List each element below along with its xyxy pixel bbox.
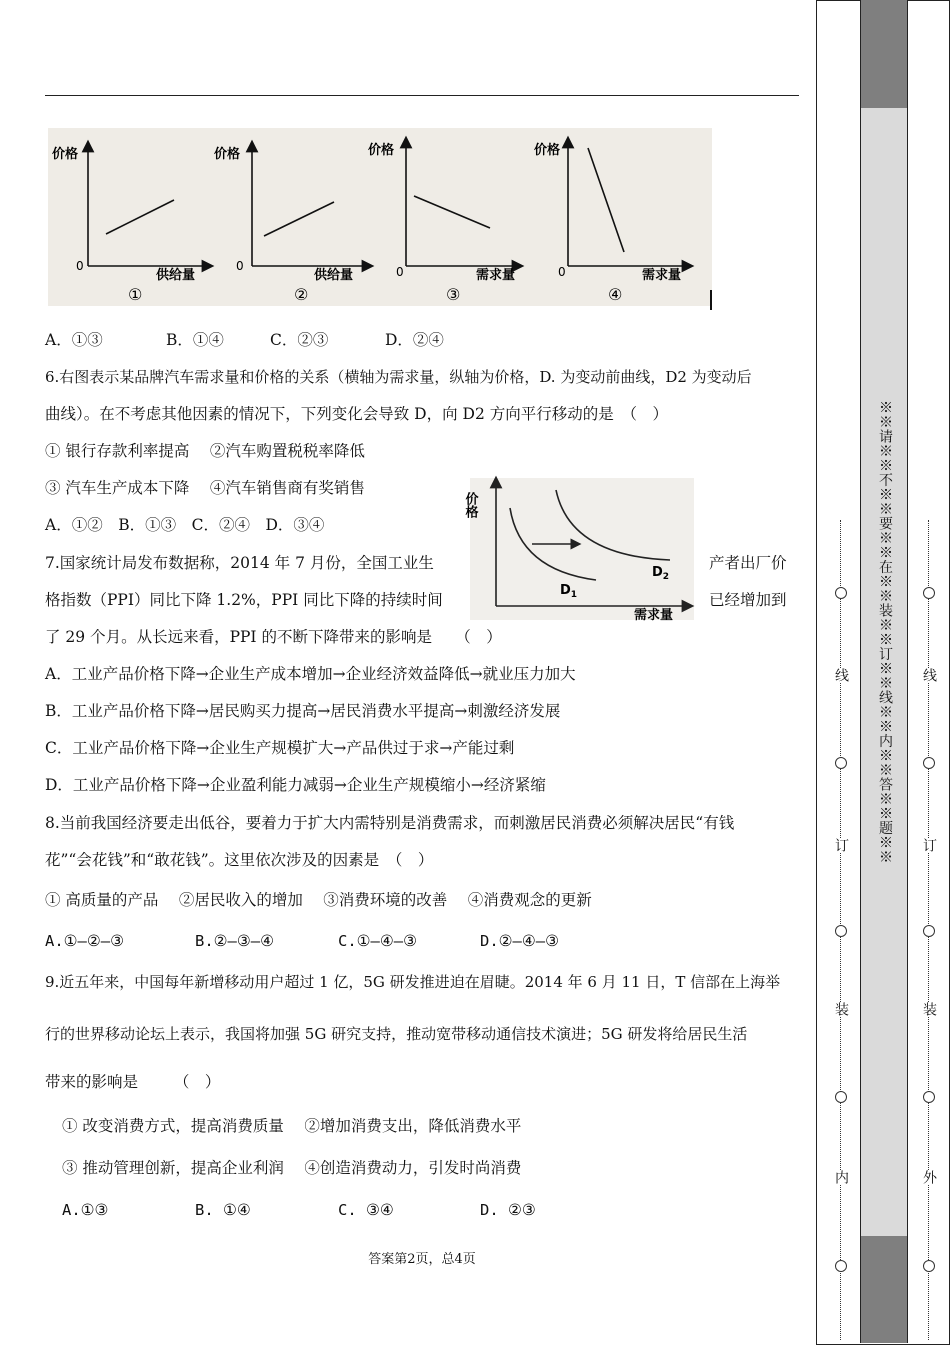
page-top-rule — [45, 95, 799, 96]
q6-options: A．①② B．①③ C．②④ D．③④ — [45, 516, 325, 534]
demand-figure-xlabel: 需求量 — [634, 608, 674, 623]
demand-line-3 — [414, 196, 490, 228]
graph-4-ylabel: 价格 — [534, 143, 561, 158]
q5-option-c: C．②③ — [270, 331, 329, 349]
supply-demand-graphs — [48, 128, 712, 306]
q7-stem-line1-left: 7.国家统计局发布数据称，2014 年 7 月份，全国工业生 — [45, 554, 434, 572]
q6-stem-line1: 6.右图表示某品牌汽车需求量和价格的关系（横轴为需求量，纵轴为价格，D. 为变动前曲线，D2 为变动后 — [45, 368, 752, 386]
graph-1-xlabel: 供给量 — [156, 268, 196, 283]
inner-label-ding: 订 — [833, 838, 849, 852]
q9-stem-line3: 带来的影响是 （ ） — [45, 1073, 221, 1091]
q8-items: ① 高质量的产品 ②居民收入的增加 ③消费环境的改善 ④消费观念的更新 — [45, 891, 592, 909]
inner-label-zhuang: 装 — [833, 1002, 849, 1016]
outer-label-xian: 线 — [921, 668, 937, 682]
graph-1-number: ① — [128, 285, 143, 304]
demand-line-4 — [588, 148, 624, 252]
q9-stem-line1: 9.近五年来，中国每年新增移动用户超过 1 亿，5G 研发推进迫在眉睫。2014 年 6 月 11 日，T 信部在上海举 — [45, 973, 781, 991]
q6-stem-line2: 曲线）。在不考虑其他因素的情况下，下列变化会导致 D，向 D2 方向平行移动的是 （ ） — [45, 405, 668, 423]
q7-stem-line1-right: 产者出厂价 — [709, 554, 787, 572]
q5-option-a: A．①③ — [45, 331, 103, 349]
q7-option-c: C．工业产品价格下降→企业生产规模扩大→产品供过于求→产能过剩 — [45, 739, 515, 757]
demand-curve-d2 — [556, 490, 670, 560]
outer-circle-2 — [923, 757, 935, 769]
q9-option-a: A.①③ — [62, 1201, 109, 1219]
q7-stem-line3: 了 29 个月。从长远来看，PPI 的不断下降带来的影响是 （ ） — [45, 628, 502, 646]
graph-2-ylabel: 价格 — [214, 147, 241, 162]
binding-dark-bottom — [860, 1236, 908, 1343]
demand-curve-figure — [462, 478, 694, 623]
q9-items-line1: ① 改变消费方式，提高消费质量 ②增加消费支出，降低消费水平 — [62, 1117, 522, 1135]
q9-option-b: B. ①④ — [195, 1201, 251, 1219]
graph-2 — [214, 146, 368, 304]
outer-circle-1 — [923, 587, 935, 599]
graph-4 — [534, 142, 688, 304]
graph-2-xlabel: 供给量 — [314, 268, 354, 283]
graph-4-origin: 0 — [558, 265, 566, 279]
q8-option-a: A.①—②—③ — [45, 932, 125, 950]
q7-option-a: A．工业产品价格下降→企业生产成本增加→企业经济效益降低→就业压力加大 — [45, 665, 576, 683]
graph-4-number: ④ — [608, 285, 623, 304]
q9-stem-line2: 行的世界移动论坛上表示，我国将加强 5G 研究支持，推动宽带移动通信技术演进；5G 研发将给居民生活 — [45, 1025, 748, 1043]
q7-option-d: D．工业产品价格下降→企业盈利能力减弱→企业生产规模缩小→经济紧缩 — [45, 776, 546, 794]
q8-option-c: C.①—④—③ — [338, 932, 418, 950]
curve-label-d2: $D_2$ — [652, 565, 670, 582]
outer-label-zhuang: 装 — [921, 1002, 937, 1016]
outer-label-wai: 外 — [921, 1170, 937, 1184]
page-footer: 答案第2页，总4页 — [368, 1252, 476, 1267]
inner-circle-4 — [835, 1091, 847, 1103]
q8-stem-line1: 8.当前我国经济要走出低谷，要着力于扩大内需特别是消费需求，而刺激居民消费必须解决居民“有钱 — [45, 814, 735, 832]
q8-option-d: D.②—④—③ — [480, 932, 560, 950]
inner-circle-5 — [835, 1260, 847, 1272]
outer-circle-5 — [923, 1260, 935, 1272]
inner-label-nei: 内 — [833, 1170, 849, 1184]
graph-1-origin: 0 — [76, 259, 84, 273]
curve-label-d1: $D_1$ — [560, 583, 578, 600]
graph-2-number: ② — [294, 285, 309, 304]
graph-1-ylabel: 价格 — [52, 147, 79, 162]
graph-3-ylabel: 价格 — [368, 143, 395, 158]
outer-circle-4 — [923, 1091, 935, 1103]
q9-option-c: C. ③④ — [338, 1201, 394, 1219]
binding-dark-top — [860, 0, 908, 108]
inner-circle-1 — [835, 587, 847, 599]
q7-option-b: B．工业产品价格下降→居民购买力提高→居民消费水平提高→刺激经济发展 — [45, 702, 561, 720]
demand-curve-graph — [462, 478, 694, 623]
graph-3-origin: 0 — [396, 265, 404, 279]
outer-circle-3 — [923, 925, 935, 937]
graph-2-origin: 0 — [236, 259, 244, 273]
graph-4-xlabel: 需求量 — [642, 268, 682, 283]
q7-stem-line2-right: 已经增加到 — [709, 591, 787, 609]
q5-option-b: B．①④ — [166, 331, 224, 349]
binding-warning: ※※请※※不※※要※※在※※装※※订※※线※※内※※答※※题※※ — [877, 400, 893, 864]
supply-line-1 — [106, 200, 174, 234]
inner-circle-3 — [835, 925, 847, 937]
q8-stem-line2: 花”“会花钱”和“敢花钱”。这里依次涉及的因素是 （ ） — [45, 851, 434, 869]
graph-1 — [52, 146, 208, 304]
q7-stem-line2-left: 格指数（PPI）同比下降 1.2%，PPI 同比下降的持续时间 — [45, 591, 443, 609]
figure-cursor — [710, 290, 712, 310]
graph-3 — [368, 142, 518, 304]
binding-margin — [816, 0, 950, 1344]
q9-option-d: D. ②③ — [480, 1201, 536, 1219]
graph-3-number: ③ — [446, 285, 461, 304]
supply-line-2 — [264, 202, 334, 236]
demand-figure-ylabel: 价格 — [462, 492, 478, 518]
q8-option-b: B.②—③—④ — [195, 932, 275, 950]
q6-items-line1: ① 银行存款利率提高 ②汽车购置税税率降低 — [45, 442, 365, 460]
q6-items-line2: ③ 汽车生产成本下降 ④汽车销售商有奖销售 — [45, 479, 365, 497]
supply-demand-figure — [48, 128, 712, 306]
outer-label-ding: 订 — [921, 838, 937, 852]
inner-circle-2 — [835, 757, 847, 769]
graph-3-xlabel: 需求量 — [476, 268, 516, 283]
q9-items-line2: ③ 推动管理创新，提高企业利润 ④创造消费动力，引发时尚消费 — [62, 1159, 522, 1177]
inner-label-xian: 线 — [833, 668, 849, 682]
q5-option-d: D．②④ — [385, 331, 444, 349]
